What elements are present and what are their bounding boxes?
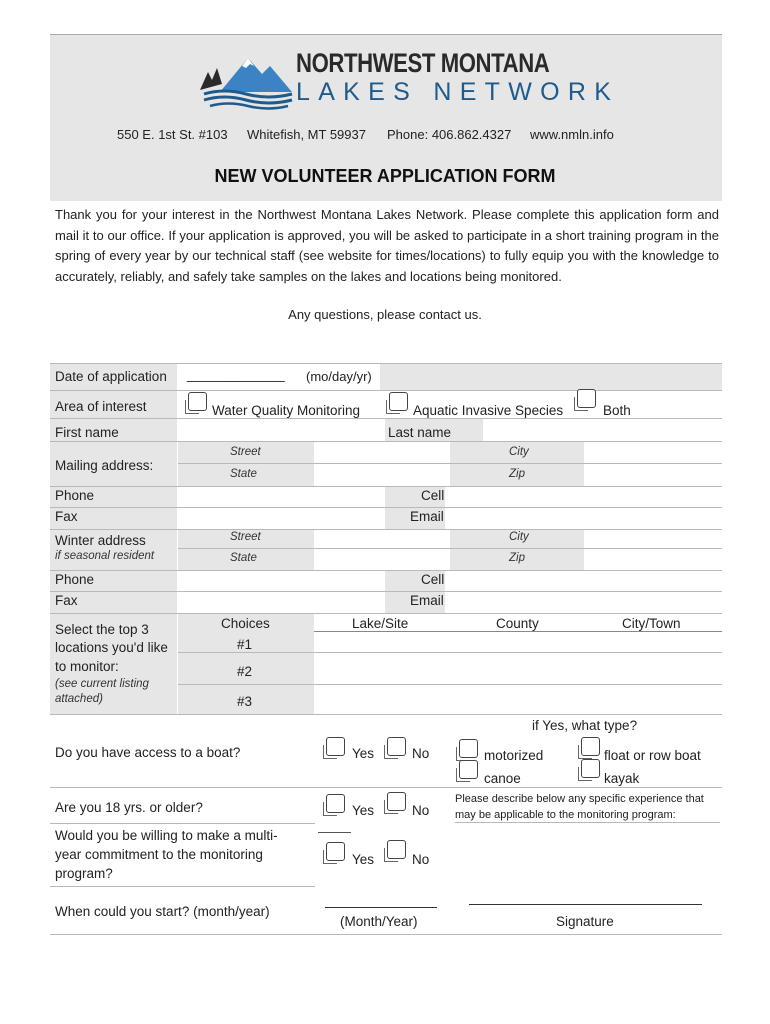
form-title: NEW VOLUNTEER APPLICATION FORM bbox=[214, 166, 556, 186]
locations-label-3: to monitor: bbox=[55, 659, 119, 674]
area-both-label: Both bbox=[603, 403, 631, 418]
mailing-street-label: Street bbox=[230, 446, 261, 458]
commit-no-checkbox[interactable] bbox=[387, 840, 406, 859]
boat-kayak-checkbox[interactable] bbox=[581, 759, 600, 778]
boat-kayak-label: kayak bbox=[604, 771, 640, 786]
email-label: Email bbox=[410, 509, 444, 524]
boat-motorized-checkbox[interactable] bbox=[459, 739, 478, 758]
mailing-zip-input[interactable] bbox=[585, 464, 722, 485]
boat-yes-label: Yes bbox=[352, 746, 375, 761]
email-input[interactable] bbox=[446, 508, 722, 528]
age-yes-checkbox[interactable] bbox=[326, 794, 345, 813]
phone-label: Phone bbox=[55, 488, 95, 503]
cell-input[interactable] bbox=[446, 487, 722, 507]
experience-input[interactable] bbox=[455, 824, 722, 894]
col-city-town: City/Town bbox=[622, 616, 681, 631]
area-water-quality-checkbox[interactable] bbox=[188, 392, 207, 411]
mailing-state-input[interactable] bbox=[315, 464, 449, 485]
winter-label: Winter address bbox=[55, 533, 146, 548]
cell-label: Cell bbox=[421, 488, 445, 503]
locations-label-2: locations you'd like bbox=[55, 640, 168, 655]
location-2-input[interactable] bbox=[315, 653, 722, 683]
phone-input[interactable] bbox=[178, 487, 384, 507]
fax2-label: Fax bbox=[55, 593, 78, 608]
first-name-input[interactable] bbox=[178, 419, 384, 440]
age-no-label: No bbox=[412, 803, 430, 818]
boat-float-checkbox[interactable] bbox=[581, 737, 600, 756]
last-name-label: Last name bbox=[388, 425, 452, 440]
mailing-zip-label: Zip bbox=[509, 468, 525, 480]
date-label: Date of application bbox=[55, 369, 167, 384]
commit-no-label: No bbox=[412, 852, 430, 867]
fax-input[interactable] bbox=[178, 508, 384, 528]
age-no-checkbox[interactable] bbox=[387, 792, 406, 811]
winter-zip-input[interactable] bbox=[585, 549, 722, 569]
commit-question-3: program? bbox=[55, 866, 113, 881]
month-year-label: (Month/Year) bbox=[340, 914, 418, 929]
questions-note: Any questions, please contact us. bbox=[288, 307, 482, 322]
experience-prompt-1: Please describe below any specific experience that bbox=[455, 793, 704, 805]
commit-yes-label: Yes bbox=[352, 852, 375, 867]
mailing-street-input[interactable] bbox=[315, 442, 449, 463]
col-county: County bbox=[496, 616, 539, 631]
age-yes-label: Yes bbox=[352, 803, 375, 818]
logo-mountain-icon bbox=[200, 48, 295, 110]
boat-canoe-label: canoe bbox=[484, 771, 521, 786]
phone2-input[interactable] bbox=[178, 571, 384, 591]
org-address: 550 E. 1st St. #103 bbox=[117, 127, 228, 142]
experience-prompt-2: may be applicable to the monitoring program: bbox=[455, 809, 676, 821]
col-lake-site: Lake/Site bbox=[352, 616, 409, 631]
org-name-line1: NORTHWEST MONTANA bbox=[296, 48, 550, 78]
boat-yes-checkbox[interactable] bbox=[326, 737, 345, 756]
winter-city-label: City bbox=[509, 531, 529, 543]
boat-canoe-checkbox[interactable] bbox=[459, 760, 478, 779]
boat-no-checkbox[interactable] bbox=[387, 737, 406, 756]
commit-yes-checkbox[interactable] bbox=[326, 842, 345, 861]
winter-state-input[interactable] bbox=[315, 549, 449, 569]
locations-hint-1: (see current listing bbox=[55, 678, 149, 690]
last-name-input[interactable] bbox=[484, 419, 722, 440]
cell2-input[interactable] bbox=[446, 571, 722, 591]
winter-zip-label: Zip bbox=[509, 552, 525, 564]
commit-question-2: year commitment to the monitoring bbox=[55, 847, 263, 862]
boat-question: Do you have access to a boat? bbox=[55, 745, 241, 760]
winter-street-input[interactable] bbox=[315, 530, 449, 548]
fax-label: Fax bbox=[55, 509, 78, 524]
email2-input[interactable] bbox=[446, 592, 722, 612]
area-label: Area of interest bbox=[55, 399, 147, 414]
email2-label: Email bbox=[410, 593, 444, 608]
location-row-1: #1 bbox=[237, 637, 253, 652]
mailing-label: Mailing address: bbox=[55, 458, 154, 473]
mailing-city-label: City bbox=[509, 446, 529, 458]
winter-street-label: Street bbox=[230, 531, 261, 543]
locations-label-1: Select the top 3 bbox=[55, 622, 149, 637]
date-input[interactable]: _____________ bbox=[187, 367, 285, 382]
signature-input[interactable] bbox=[469, 885, 702, 904]
org-city: Whitefish, MT 59937 bbox=[247, 127, 366, 142]
start-month-year-input[interactable] bbox=[325, 890, 437, 907]
boat-float-label: float or row boat bbox=[604, 748, 701, 763]
date-hint: (mo/day/yr) bbox=[306, 369, 372, 384]
col-choices: Choices bbox=[221, 616, 270, 631]
location-row-3: #3 bbox=[237, 694, 253, 709]
start-question: When could you start? (month/year) bbox=[55, 904, 270, 919]
first-name-label: First name bbox=[55, 425, 119, 440]
boat-no-label: No bbox=[412, 746, 430, 761]
area-ais-checkbox[interactable] bbox=[389, 392, 408, 411]
intro-paragraph: Thank you for your interest in the Northwest Montana Lakes Network. Please complete this application form and mail it to our office. If your application is approved, you will be asked to participate in a short training program in the spring of every year by our technical staff (see website for times/locations) to fully equip you with the knowledge to accurately, reliably, and safely take samples on the lakes and locations being monitored. bbox=[55, 207, 719, 284]
mailing-state-label: State bbox=[230, 468, 257, 480]
winter-state-label: State bbox=[230, 552, 257, 564]
age-question: Are you 18 yrs. or older? bbox=[55, 800, 203, 815]
locations-hint-2: attached) bbox=[55, 693, 103, 705]
location-3-input[interactable] bbox=[315, 685, 722, 713]
boat-type-question: if Yes, what type? bbox=[532, 718, 638, 733]
mailing-city-input[interactable] bbox=[585, 442, 722, 463]
signature-label: Signature bbox=[556, 914, 614, 929]
commit-question-1: Would you be willing to make a multi- bbox=[55, 828, 278, 843]
location-1-input[interactable] bbox=[315, 632, 722, 651]
phone2-label: Phone bbox=[55, 572, 95, 587]
location-row-2: #2 bbox=[237, 664, 253, 679]
winter-hint: if seasonal resident bbox=[55, 550, 155, 562]
org-website[interactable]: www.nmln.info bbox=[530, 127, 614, 142]
org-name-line2: LAKES NETWORK bbox=[296, 78, 620, 106]
area-ais-label: Aquatic Invasive Species bbox=[413, 403, 564, 418]
boat-motorized-label: motorized bbox=[484, 748, 544, 763]
org-phone: Phone: 406.862.4327 bbox=[387, 127, 512, 142]
area-both-checkbox[interactable] bbox=[577, 389, 596, 408]
winter-city-input[interactable] bbox=[585, 530, 722, 548]
cell2-label: Cell bbox=[421, 572, 445, 587]
area-water-quality-label: Water Quality Monitoring bbox=[212, 403, 361, 418]
fax2-input[interactable] bbox=[178, 592, 384, 612]
